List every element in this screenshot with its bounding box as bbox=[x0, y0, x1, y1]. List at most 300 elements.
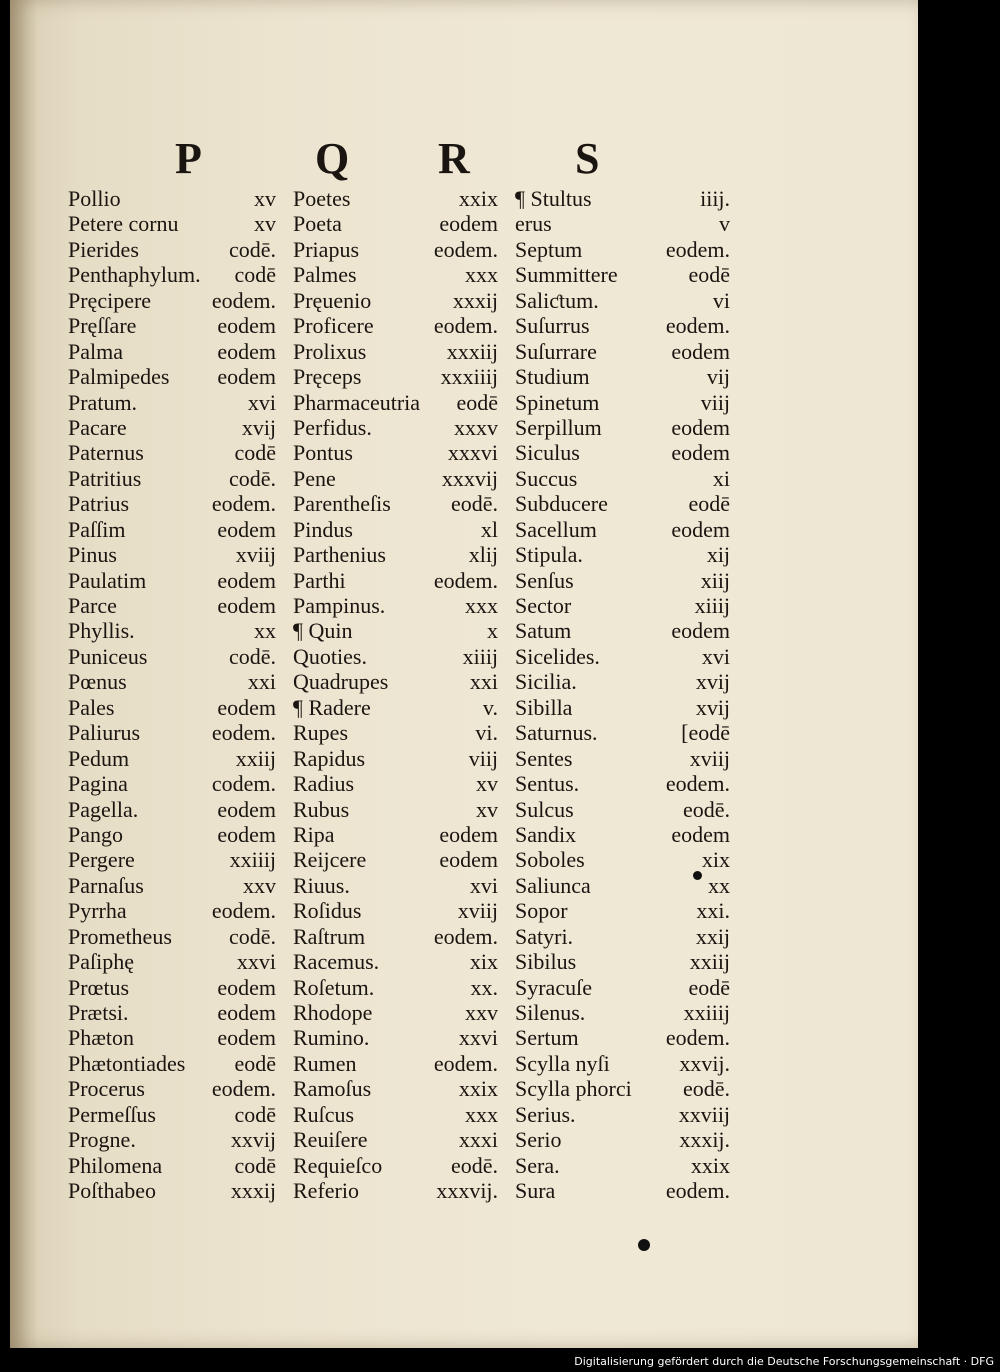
index-entry bbox=[293, 771, 498, 796]
index-term: Pagina bbox=[68, 771, 128, 797]
index-entry bbox=[515, 466, 730, 491]
index-entry bbox=[68, 924, 276, 949]
index-reference: eodem bbox=[217, 313, 276, 339]
index-entry bbox=[515, 1178, 730, 1203]
index-reference: eodem. bbox=[211, 898, 276, 924]
index-entry bbox=[68, 695, 276, 720]
index-entry bbox=[293, 797, 498, 822]
index-entry bbox=[68, 313, 276, 338]
index-entry bbox=[68, 517, 276, 542]
header-letter-q: Q bbox=[315, 134, 350, 183]
index-term: Pręcipere bbox=[68, 287, 152, 313]
index-term: Philomena bbox=[68, 1152, 163, 1178]
index-reference: eodem bbox=[217, 338, 276, 364]
index-reference: codē. bbox=[228, 236, 276, 262]
index-entry bbox=[68, 593, 276, 618]
index-entry bbox=[293, 593, 498, 618]
index-entry bbox=[68, 288, 276, 313]
index-entry bbox=[293, 1102, 498, 1127]
index-reference: xxix bbox=[458, 186, 498, 211]
index-reference: xxxvi bbox=[447, 440, 498, 466]
index-entry bbox=[293, 313, 498, 338]
index-reference: xix bbox=[469, 949, 498, 975]
index-term: Raſtrum bbox=[293, 923, 366, 949]
index-term: Rapidus bbox=[293, 745, 366, 771]
index-reference: xiiĳ bbox=[694, 593, 730, 618]
index-reference: eodē bbox=[688, 974, 730, 1000]
index-term: Sandix bbox=[515, 821, 577, 847]
index-entry bbox=[293, 517, 498, 542]
index-term: Rumino. bbox=[293, 1025, 370, 1051]
index-term: Paſiphę bbox=[68, 949, 134, 975]
index-reference: eodem. bbox=[665, 1025, 730, 1051]
index-entry bbox=[515, 695, 730, 720]
index-term: Stipula. bbox=[515, 542, 583, 568]
index-term: Roſidus bbox=[293, 898, 362, 924]
index-reference: eodem bbox=[671, 618, 730, 644]
index-term: Pręuenio bbox=[293, 287, 372, 313]
index-term: Sertum bbox=[515, 1025, 579, 1051]
index-reference: xxvĳ bbox=[230, 1127, 276, 1153]
index-reference: xxv bbox=[465, 1000, 498, 1025]
digitization-credit: Digitalisierung gefördert durch die Deutsche Forschungsgemeinschaft · DFG bbox=[568, 1352, 1000, 1372]
index-term: Penthaphylum. bbox=[68, 262, 201, 288]
index-term: Progne. bbox=[68, 1127, 136, 1153]
index-term: Sibilus bbox=[515, 949, 577, 975]
index-entry bbox=[68, 669, 276, 694]
index-reference: codē. bbox=[228, 465, 276, 491]
index-reference: xi bbox=[712, 465, 730, 491]
index-term: Serio bbox=[515, 1127, 562, 1153]
index-entry bbox=[515, 618, 730, 643]
index-entry bbox=[515, 669, 730, 694]
index-term: Palma bbox=[68, 338, 123, 364]
index-reference: codē. bbox=[228, 923, 276, 949]
index-reference: codē bbox=[234, 262, 276, 288]
index-entry bbox=[293, 237, 498, 262]
index-term: Pales bbox=[68, 694, 115, 720]
index-entry bbox=[293, 618, 498, 643]
index-entry bbox=[68, 847, 276, 872]
index-entry bbox=[515, 1025, 730, 1050]
index-entry bbox=[68, 746, 276, 771]
index-entry bbox=[293, 924, 498, 949]
index-entry bbox=[515, 313, 730, 338]
index-reference: xxix bbox=[458, 1076, 498, 1102]
index-term: Pene bbox=[293, 465, 336, 491]
index-entry bbox=[515, 288, 730, 313]
index-entry bbox=[293, 466, 498, 491]
index-entry bbox=[293, 542, 498, 567]
index-term: Roſetum. bbox=[293, 974, 375, 1000]
index-term: Petere cornu bbox=[68, 211, 179, 237]
index-term: Pręceps bbox=[293, 364, 362, 390]
index-entry bbox=[293, 1051, 498, 1076]
index-entry bbox=[515, 1000, 730, 1025]
header-letter-r: R bbox=[438, 134, 470, 183]
index-term: Paternus bbox=[68, 440, 144, 466]
index-entry bbox=[293, 1076, 498, 1101]
index-entry bbox=[68, 1051, 276, 1076]
index-entry bbox=[515, 568, 730, 593]
index-term: Pango bbox=[68, 821, 123, 847]
index-term: Racemus. bbox=[293, 949, 380, 975]
index-reference: xĳ bbox=[706, 542, 730, 568]
index-term: Quoties. bbox=[293, 643, 367, 669]
index-term: Permeſſus bbox=[68, 1101, 156, 1127]
index-reference: v bbox=[719, 211, 730, 237]
index-term: Sector bbox=[515, 593, 572, 618]
index-entry bbox=[293, 364, 498, 389]
index-entry bbox=[68, 466, 276, 491]
index-term: Ramoſus bbox=[293, 1076, 372, 1102]
index-reference: xxv bbox=[243, 872, 276, 898]
index-reference: xviĳ bbox=[235, 542, 276, 568]
index-entry bbox=[293, 873, 498, 898]
index-entry bbox=[68, 822, 276, 847]
index-reference: iiĳ. bbox=[700, 186, 730, 211]
index-term: Silenus. bbox=[515, 1000, 586, 1025]
index-term: Saliunca bbox=[515, 872, 591, 898]
index-entry bbox=[293, 1178, 498, 1203]
index-term: Reuiſere bbox=[293, 1127, 368, 1153]
index-reference: xxĳ bbox=[695, 923, 730, 949]
index-term: Ruſcus bbox=[293, 1101, 355, 1127]
index-reference: xxxvĳ. bbox=[436, 1178, 498, 1204]
index-entry bbox=[68, 898, 276, 923]
index-entry bbox=[515, 898, 730, 923]
index-term: Sicilia. bbox=[515, 669, 577, 695]
index-entry bbox=[68, 1127, 276, 1152]
header-letter-p: P bbox=[175, 134, 202, 183]
index-reference: eodem bbox=[217, 1025, 276, 1051]
index-term: Quadrupes bbox=[293, 669, 389, 695]
index-entry bbox=[68, 975, 276, 1000]
index-term: Saturnus. bbox=[515, 720, 598, 746]
index-entry bbox=[293, 898, 498, 923]
index-reference: xxix bbox=[690, 1152, 730, 1178]
index-term: Requieſco bbox=[293, 1152, 383, 1178]
index-term: Sentes bbox=[515, 745, 573, 771]
index-reference: codē. bbox=[228, 643, 276, 669]
index-entry bbox=[293, 211, 498, 236]
index-column-s bbox=[515, 186, 730, 1204]
index-entry bbox=[515, 1127, 730, 1152]
index-reference: xxi bbox=[469, 669, 498, 695]
index-term: Sura bbox=[515, 1178, 556, 1204]
index-entry bbox=[68, 542, 276, 567]
index-entry bbox=[293, 288, 498, 313]
index-reference: eodē bbox=[456, 389, 498, 415]
index-reference: eodem bbox=[671, 414, 730, 440]
index-term: ¶ Quin bbox=[293, 618, 353, 644]
index-term: Pœnus bbox=[68, 669, 127, 695]
index-entry bbox=[515, 237, 730, 262]
index-reference: codem. bbox=[211, 771, 276, 797]
index-reference: xxvi bbox=[236, 949, 276, 975]
index-reference: xv bbox=[476, 771, 498, 797]
index-reference: eodem bbox=[217, 516, 276, 542]
index-entry bbox=[68, 390, 276, 415]
index-term: Pacare bbox=[68, 414, 127, 440]
index-reference: xxiĳ bbox=[689, 949, 730, 975]
index-entry bbox=[293, 491, 498, 516]
index-entry bbox=[68, 1102, 276, 1127]
index-reference: eodē. bbox=[682, 796, 730, 822]
index-entry bbox=[293, 415, 498, 440]
index-reference: xlĳ bbox=[468, 542, 498, 568]
index-reference: eodem bbox=[217, 821, 276, 847]
index-term: Pręſſare bbox=[68, 313, 137, 339]
index-term: Proficere bbox=[293, 313, 374, 339]
index-entry bbox=[68, 1025, 276, 1050]
index-entry bbox=[515, 415, 730, 440]
index-reference: eodē bbox=[688, 262, 730, 288]
index-term: Pratum. bbox=[68, 389, 138, 415]
index-entry bbox=[515, 339, 730, 364]
index-term: Satyri. bbox=[515, 923, 574, 949]
index-reference: vĳ bbox=[706, 364, 730, 390]
index-reference: eodem bbox=[217, 974, 276, 1000]
index-term: Pergere bbox=[68, 847, 135, 873]
index-entry bbox=[293, 695, 498, 720]
index-term: Parce bbox=[68, 593, 117, 618]
index-reference: xxiiĳ bbox=[683, 1000, 730, 1025]
index-entry bbox=[68, 491, 276, 516]
index-reference: eodem. bbox=[433, 236, 498, 262]
index-reference: xvĳ bbox=[241, 414, 276, 440]
index-entry bbox=[515, 1102, 730, 1127]
index-reference: xxx bbox=[465, 593, 498, 618]
index-entry bbox=[293, 390, 498, 415]
index-term: Syracuſe bbox=[515, 974, 592, 1000]
index-reference: eodem. bbox=[433, 923, 498, 949]
index-term: Pampinus. bbox=[293, 593, 386, 618]
index-term: Poetes bbox=[293, 186, 351, 211]
index-reference: xl bbox=[480, 516, 498, 542]
index-term: Prœtus bbox=[68, 974, 130, 1000]
index-term: Paſſim bbox=[68, 516, 126, 542]
index-reference: xxxiĳ bbox=[446, 338, 498, 364]
index-reference: xxxi bbox=[458, 1127, 498, 1153]
index-reference: xiiĳ bbox=[462, 643, 498, 669]
index-reference: vi bbox=[712, 287, 730, 313]
index-term: Phyllis. bbox=[68, 618, 135, 644]
index-term: Reĳcere bbox=[293, 847, 367, 873]
index-reference: xviĳ bbox=[457, 898, 498, 924]
index-reference: xxi. bbox=[696, 898, 730, 924]
index-reference: xv bbox=[254, 211, 276, 237]
index-entry bbox=[293, 822, 498, 847]
index-entry bbox=[515, 746, 730, 771]
index-reference: [eodē bbox=[681, 720, 730, 746]
index-reference: eodem bbox=[217, 1000, 276, 1025]
index-reference: xx. bbox=[470, 974, 498, 1000]
index-entry bbox=[68, 237, 276, 262]
index-term: Soboles bbox=[515, 847, 585, 873]
index-term: Satum bbox=[515, 618, 572, 644]
index-term: Spinetum bbox=[515, 389, 600, 415]
index-term: Phæton bbox=[68, 1025, 135, 1051]
index-term: Subducere bbox=[515, 491, 608, 517]
index-reference: eodem. bbox=[665, 771, 730, 797]
index-reference: xxiiĳ bbox=[229, 847, 276, 873]
index-reference: x bbox=[487, 618, 498, 644]
index-reference: eodem bbox=[671, 821, 730, 847]
index-entry bbox=[68, 873, 276, 898]
index-term: Summittere bbox=[515, 262, 618, 288]
index-term: Pagella. bbox=[68, 796, 139, 822]
index-reference: xxxvĳ bbox=[441, 465, 498, 491]
index-entry bbox=[293, 440, 498, 465]
index-entry bbox=[515, 517, 730, 542]
index-entry bbox=[515, 644, 730, 669]
index-reference: eodem bbox=[671, 440, 730, 466]
index-term: Siculus bbox=[515, 440, 580, 466]
index-term: Serpillum bbox=[515, 414, 602, 440]
index-term: Parthenius bbox=[293, 542, 386, 568]
index-term: Rubus bbox=[293, 796, 350, 822]
index-term: Sopor bbox=[515, 898, 568, 924]
index-reference: eodem bbox=[671, 338, 730, 364]
index-entry bbox=[515, 771, 730, 796]
index-term: Studium bbox=[515, 364, 590, 390]
index-entry bbox=[515, 847, 730, 872]
index-term: Puniceus bbox=[68, 643, 148, 669]
index-term: Pindus bbox=[293, 516, 353, 542]
index-reference: eodem. bbox=[665, 1178, 730, 1204]
index-term: Pharmaceutria bbox=[293, 389, 421, 415]
index-entry bbox=[515, 822, 730, 847]
index-entry bbox=[68, 797, 276, 822]
index-entry bbox=[293, 1000, 498, 1025]
index-term: Succus bbox=[515, 465, 578, 491]
ink-spot bbox=[638, 1239, 650, 1251]
index-term: Rupes bbox=[293, 720, 348, 746]
book-page bbox=[10, 0, 918, 1348]
index-entry bbox=[293, 568, 498, 593]
index-entry bbox=[68, 211, 276, 236]
index-reference: xxvi bbox=[458, 1025, 498, 1051]
index-entry bbox=[515, 542, 730, 567]
index-term: Prolixus bbox=[293, 338, 367, 364]
index-reference: eodem bbox=[439, 847, 498, 873]
index-term: Pierides bbox=[68, 236, 139, 262]
index-term: Rumen bbox=[293, 1050, 357, 1076]
index-reference: xxiĳ bbox=[235, 745, 276, 771]
index-reference: eodem bbox=[217, 567, 276, 593]
index-term: Patritius bbox=[68, 465, 142, 491]
index-entry bbox=[68, 262, 276, 287]
index-entry bbox=[68, 568, 276, 593]
index-entry bbox=[68, 1153, 276, 1178]
index-reference: xx bbox=[254, 618, 276, 644]
index-entry bbox=[68, 1178, 276, 1203]
index-entry bbox=[515, 949, 730, 974]
index-term: Serius. bbox=[515, 1101, 576, 1127]
index-term: Procerus bbox=[68, 1076, 145, 1102]
index-reference: eodem. bbox=[211, 720, 276, 746]
index-reference: xix bbox=[701, 847, 730, 873]
index-entry bbox=[293, 949, 498, 974]
index-entry bbox=[68, 644, 276, 669]
index-entry bbox=[515, 1051, 730, 1076]
index-term: Paliurus bbox=[68, 720, 141, 746]
index-reference: xxviĳ bbox=[678, 1101, 730, 1127]
index-term: Suſurrare bbox=[515, 338, 597, 364]
index-entry bbox=[515, 262, 730, 287]
index-reference: eodem bbox=[439, 821, 498, 847]
index-reference: eodem. bbox=[433, 1050, 498, 1076]
index-entry bbox=[293, 975, 498, 1000]
index-reference: eodem. bbox=[433, 313, 498, 339]
index-term: Pyrrha bbox=[68, 898, 127, 924]
index-entry bbox=[68, 1076, 276, 1101]
index-column-q bbox=[293, 186, 498, 1204]
index-reference: eodem bbox=[217, 364, 276, 390]
index-reference: eodē. bbox=[682, 1076, 730, 1102]
index-entry bbox=[515, 440, 730, 465]
index-term: ¶ Radere bbox=[293, 694, 371, 720]
index-reference: xxx bbox=[465, 262, 498, 288]
index-reference: eodē bbox=[234, 1050, 276, 1076]
index-entry bbox=[68, 1000, 276, 1025]
index-term: Rhodope bbox=[293, 1000, 373, 1025]
index-reference: xx bbox=[708, 872, 730, 898]
index-entry bbox=[293, 746, 498, 771]
index-term: Septum bbox=[515, 236, 583, 262]
index-entry bbox=[293, 339, 498, 364]
index-reference: xvi bbox=[247, 389, 276, 415]
index-term: Sibilla bbox=[515, 694, 573, 720]
index-reference: xxvĳ. bbox=[679, 1050, 730, 1076]
index-term: Prometheus bbox=[68, 923, 172, 949]
index-entry bbox=[515, 975, 730, 1000]
index-term: Poeta bbox=[293, 211, 342, 237]
index-term: Parnaſus bbox=[68, 872, 144, 898]
index-reference: eodem bbox=[439, 211, 498, 237]
index-term: Radius bbox=[293, 771, 355, 797]
index-entry bbox=[293, 644, 498, 669]
index-reference: eodem. bbox=[433, 567, 498, 593]
index-term: Pinus bbox=[68, 542, 117, 568]
index-entry bbox=[68, 415, 276, 440]
index-reference: viĳ bbox=[700, 389, 730, 415]
index-reference: codē bbox=[234, 440, 276, 466]
index-term: Patrius bbox=[68, 491, 130, 517]
index-entry bbox=[68, 618, 276, 643]
index-term: Senſus bbox=[515, 567, 574, 593]
index-reference: xvĳ bbox=[695, 669, 730, 695]
index-reference: xiĳ bbox=[700, 567, 730, 593]
index-reference: eodem. bbox=[211, 1076, 276, 1102]
index-entry bbox=[515, 364, 730, 389]
index-term: Parthi bbox=[293, 567, 346, 593]
index-term: Palmes bbox=[293, 262, 357, 288]
index-reference: xvĳ bbox=[695, 694, 730, 720]
index-reference: xvi bbox=[701, 643, 730, 669]
index-term: Paulatim bbox=[68, 567, 147, 593]
index-term: Priapus bbox=[293, 236, 359, 262]
header-letter-s: S bbox=[575, 134, 600, 183]
index-reference: v. bbox=[482, 694, 498, 720]
index-reference: xxxĳ bbox=[230, 1178, 276, 1204]
index-entry bbox=[515, 390, 730, 415]
index-term: ¶ Stultus bbox=[515, 186, 592, 211]
index-term: Palmipedes bbox=[68, 364, 170, 390]
index-entry bbox=[515, 924, 730, 949]
index-term: Scylla phorci bbox=[515, 1076, 632, 1102]
